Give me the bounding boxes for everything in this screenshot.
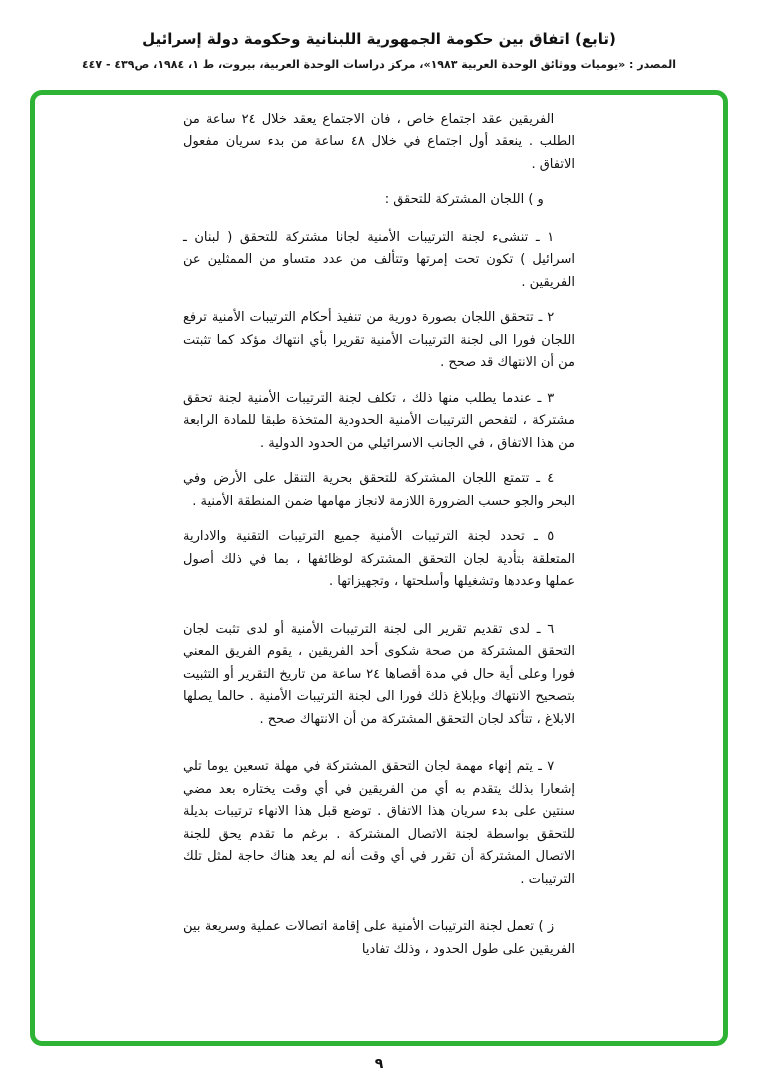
section-paragraph-zay: ز ) تعمل لجنة الترتيبات الأمنية على إقامة اتصالات عملية وسريعة بين الفريقين على طول الحدود ، وذلك تفاديا bbox=[183, 919, 575, 957]
page-header bbox=[0, 0, 758, 71]
section-heading-waw: و ) اللجان المشتركة للتحقق : bbox=[384, 192, 544, 208]
paragraph-item-6: ٦ ـ لدى تقديم تقرير الى لجنة الترتيبات الأمنية أو لدى تثبت لجان التحقق المشتركة من صحة شكوى أحد الفريقين ، يقوم الفريق المعني فورا وعلى أية حال في مدة أقصاها ٢٤ ساعة من تاريخ التقرير أو التثبيت بتصحيح الانتهاك وبإبلاغ ذلك فورا الى لجنة الترتيبات الأمنية . حالما يصلها الابلاغ ، تتأكد لجان التحقق المشتركة من أن الانتهاك صحح . bbox=[183, 621, 575, 727]
green-border-frame bbox=[30, 90, 728, 1046]
document-title: (تابع) اتفاق بين حكومة الجمهورية اللبنانية وحكومة دولة إسرائيل bbox=[142, 30, 616, 48]
paragraph-item-1: ١ ـ تنشىء لجنة الترتيبات الأمنية لجانا مشتركة للتحقق ( لبنان ـ اسرائيل ) تكون تحت إمرتها وتتألف من عدد متساو من الممثلين عن الفريقين . bbox=[183, 229, 575, 290]
document-body bbox=[183, 109, 575, 961]
paragraph-intro: الفريقين عقد اجتماع خاص ، فان الاجتماع يعقد خلال ٢٤ ساعة من الطلب . ينعقد أول اجتماع في خلال ٤٨ ساعة من بدء سريان مفعول الاتفاق . bbox=[183, 112, 575, 172]
paragraph-item-5: ٥ ـ تحدد لجنة الترتيبات الأمنية جميع الترتيبات التقنية والادارية المتعلقة بتأدية لجان التحقق المشتركة لوظائفها ، بما في ذلك أصول عملها وعددها وتشغيلها وأسلحتها ، وتجهيزاتها . bbox=[183, 529, 575, 590]
paragraph-item-2: ٢ ـ تتحقق اللجان بصورة دورية من تنفيذ أحكام الترتيبات الأمنية ترفع اللجان فورا الى لجنة الترتيبات الأمنية تقريرا بأي انتهاك مؤكد كما تثبتت من أن الانتهاك قد صحح . bbox=[183, 310, 575, 371]
paragraph-item-3: ٣ ـ عندما يطلب منها ذلك ، تكلف لجنة الترتيبات الأمنية لجنة تحقق مشتركة ، لتفحص الترتيبات الأمنية الحدودية المتخذة طبقا للمادة الرابعة من هذا الاتفاق ، في الجانب الاسرائيلي من الحدود الدولية . bbox=[183, 390, 575, 451]
source-citation: المصدر : «يوميات ووثائق الوحدة العربية ١٩٨٣»، مركز دراسات الوحدة العربية، بيروت، ط ١، ١٩٨٤، ص٤٣٩ - ٤٤٧ bbox=[81, 58, 677, 71]
page-number: ٩ bbox=[374, 1056, 384, 1072]
paragraph-item-7: ٧ ـ يتم إنهاء مهمة لجان التحقق المشتركة في مهلة تسعين يوما تلي إشعارا بذلك يتقدم به أي من الفريقين في أي وقت يختاره بعد مضي سنتين على بدء سريان هذا الاتفاق . توضع قبل هذا الانهاء ترتيبات بديلة للتحقق بواسطة لجنة الاتصال المشتركة . برغم ما تقدم يحق للجنة الاتصال المشتركة أن تقرر في أي وقت أنه لم يعد هناك حاجة لمثل تلك الترتيبات . bbox=[183, 759, 575, 887]
paragraph-item-4: ٤ ـ تتمتع اللجان المشتركة للتحقق بحرية التنقل على الأرض وفي البحر والجو حسب الضرورة اللازمة لانجاز مهامها ضمن المنطقة الأمنية . bbox=[183, 471, 575, 509]
